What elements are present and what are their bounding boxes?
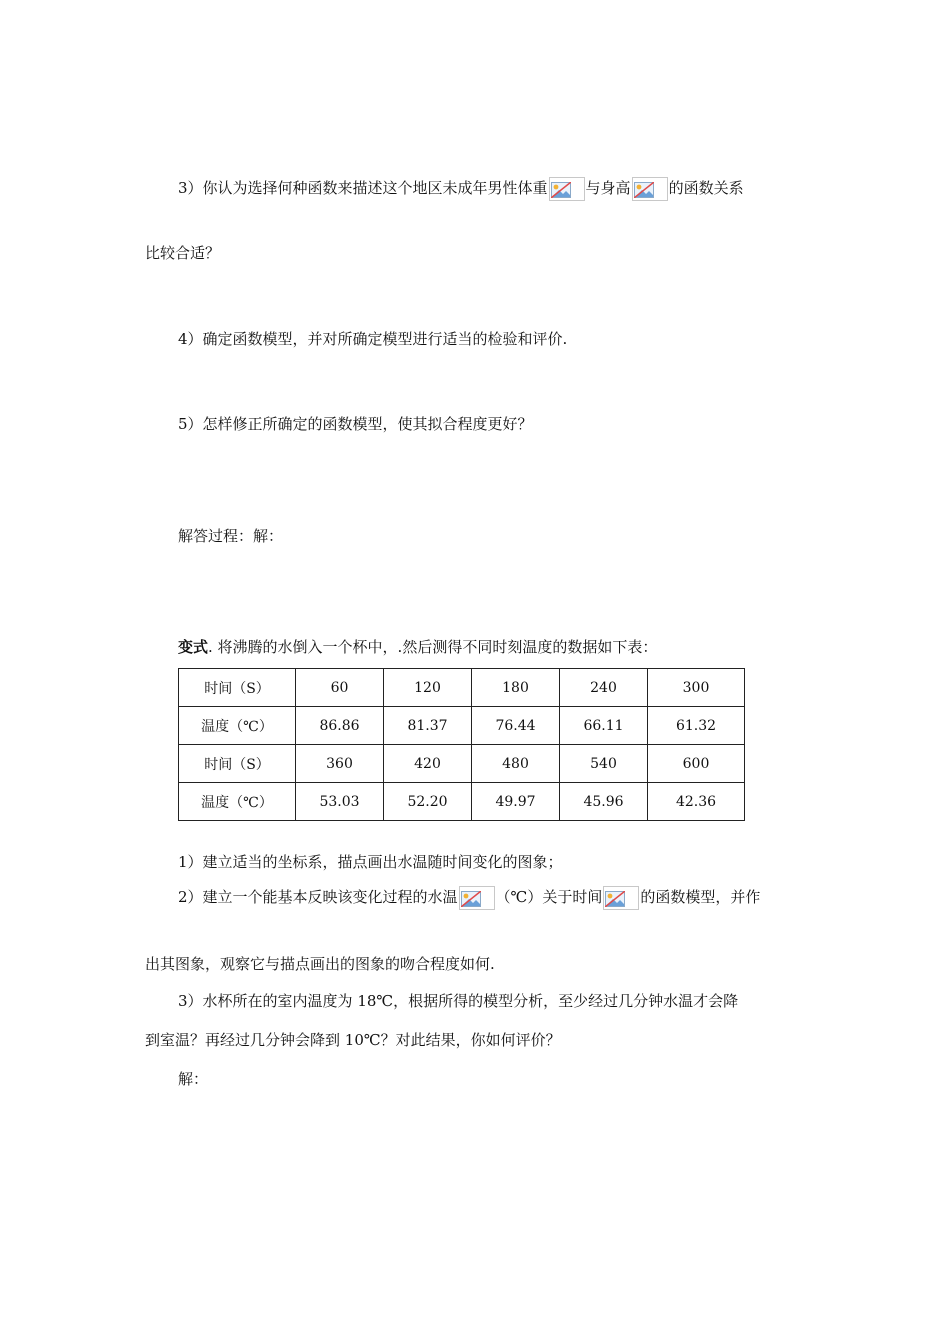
variant-question-2-line1 (178, 886, 760, 910)
table-cell: 时间（S） (179, 669, 296, 707)
variant-question-2-text-b: （℃）关于时间 (495, 888, 603, 906)
question-3-text-a: 3）你认为选择何种函数来描述这个地区未成年男性体重 (178, 179, 548, 197)
variant-question-1: 1）建立适当的坐标系，描点画出水温随时间变化的图象； (178, 853, 563, 871)
table-cell: 66.11 (560, 707, 648, 745)
table-row (179, 669, 745, 707)
question-5: 5）怎样修正所确定的函数模型，使其拟合程度更好？ (178, 415, 533, 433)
table-cell: 540 (560, 745, 648, 783)
table-cell: 45.96 (560, 783, 648, 821)
question-3-line1 (178, 177, 744, 201)
broken-image-icon (603, 886, 639, 910)
variant-question-2-text-a: 2）建立一个能基本反映该变化过程的水温 (178, 888, 458, 906)
variant-text: . 将沸腾的水倒入一个杯中，.然后测得不同时刻温度的数据如下表： (208, 638, 658, 656)
final-answer-label: 解： (178, 1070, 209, 1088)
variant-label: 变式 (178, 638, 209, 656)
table-cell: 420 (384, 745, 472, 783)
question-3-text-c: 的函数关系 (668, 179, 744, 197)
broken-image-icon (632, 177, 668, 201)
broken-image-icon (549, 177, 585, 201)
table-cell: 86.86 (296, 707, 384, 745)
table-cell: 60 (296, 669, 384, 707)
table-cell: 120 (384, 669, 472, 707)
table-cell: 360 (296, 745, 384, 783)
table-cell: 49.97 (472, 783, 560, 821)
table-cell: 61.32 (648, 707, 745, 745)
table-cell: 温度（℃） (179, 707, 296, 745)
variant-heading (178, 636, 657, 658)
table-cell: 180 (472, 669, 560, 707)
question-3-text-b: 与身高 (585, 179, 631, 197)
variant-question-3-line1: 3）水杯所在的室内温度为 18℃，根据所得的模型分析，至少经过几分钟水温才会降 (178, 992, 739, 1010)
variant-question-2-text-c: 的函数模型，并作 (640, 888, 761, 906)
table-cell: 时间（S） (179, 745, 296, 783)
table-cell: 600 (648, 745, 745, 783)
table-cell: 42.36 (648, 783, 745, 821)
table-cell: 240 (560, 669, 648, 707)
broken-image-icon (459, 886, 495, 910)
table-cell: 300 (648, 669, 745, 707)
question-4: 4）确定函数模型，并对所确定模型进行适当的检验和评价. (178, 330, 568, 348)
question-3-line2: 比较合适？ (145, 244, 221, 262)
temperature-table (178, 668, 745, 821)
table-cell: 76.44 (472, 707, 560, 745)
table-cell: 480 (472, 745, 560, 783)
table-cell: 81.37 (384, 707, 472, 745)
table-row (179, 783, 745, 821)
answer-label: 解答过程：解： (178, 527, 284, 545)
table-cell: 温度（℃） (179, 783, 296, 821)
table-cell: 53.03 (296, 783, 384, 821)
variant-question-3-line2: 到室温？再经过几分钟会降到 10℃？对此结果，你如何评价？ (145, 1031, 561, 1049)
table-cell: 52.20 (384, 783, 472, 821)
table-row (179, 707, 745, 745)
variant-question-2-line2: 出其图象，观察它与描点画出的图象的吻合程度如何. (145, 955, 495, 973)
table-row (179, 745, 745, 783)
